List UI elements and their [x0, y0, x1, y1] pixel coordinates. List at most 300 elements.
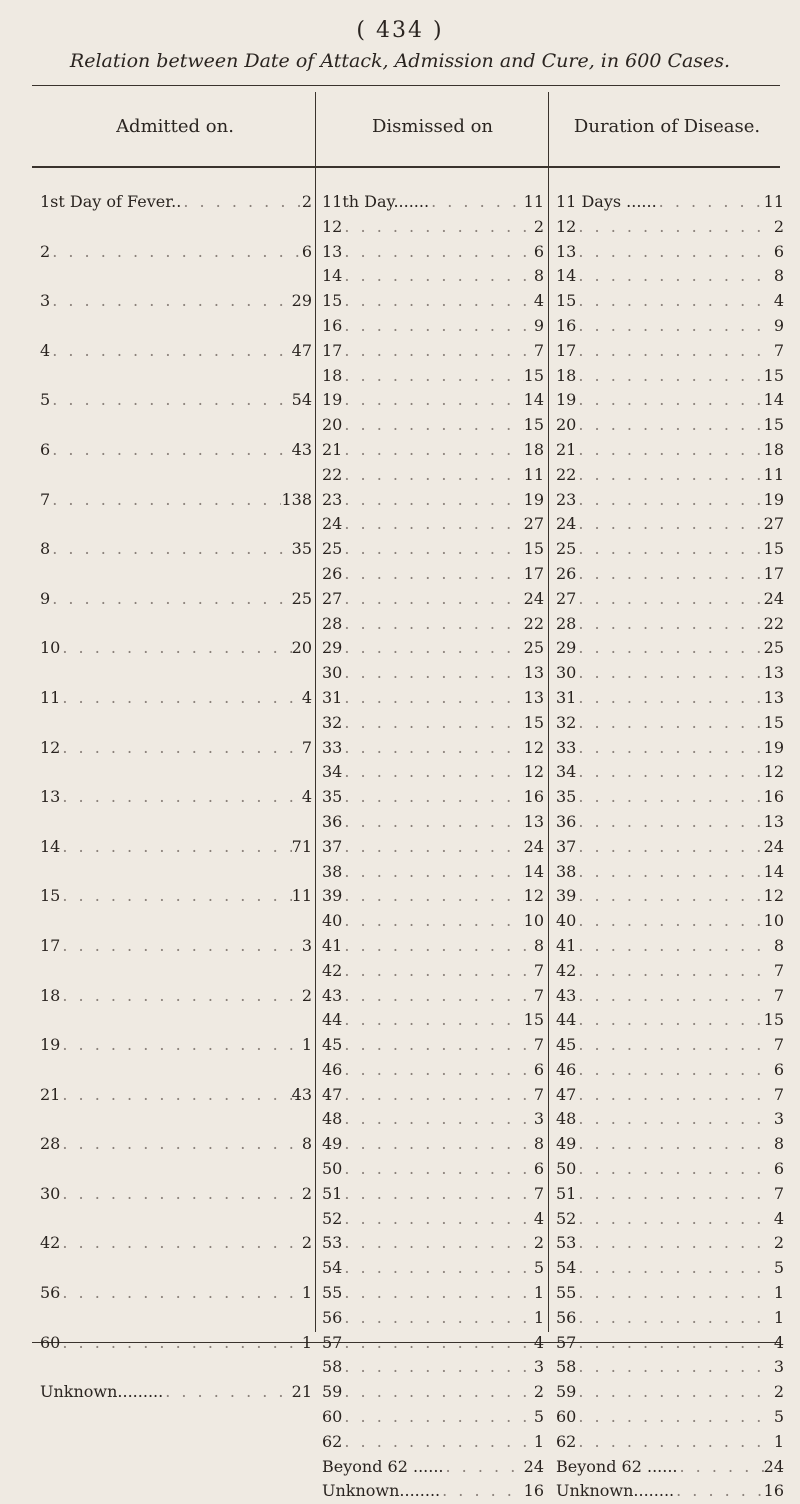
table-row: [556, 661, 784, 686]
row-label: 11 Days ......: [556, 192, 657, 211]
table-row: [556, 1306, 784, 1331]
row-label: 2: [40, 241, 51, 261]
row-value: 7: [773, 960, 784, 980]
row-label: 37: [322, 836, 343, 856]
dot-leader: [50, 240, 302, 290]
row-value: 21: [291, 1382, 312, 1402]
dot-leader: [342, 1132, 533, 1157]
row-value: 1: [533, 1307, 544, 1327]
table-row: [322, 1182, 544, 1207]
table-row: [556, 1107, 784, 1132]
table-row: [322, 760, 544, 785]
row-label: 62: [556, 1431, 577, 1451]
row-value: 1: [301, 1332, 312, 1352]
dot-leader: [342, 909, 523, 934]
row-label: 35: [556, 787, 577, 807]
dot-leader: [342, 785, 523, 810]
table-row: [322, 661, 544, 686]
table-row: [322, 413, 544, 438]
row-label: 48: [556, 1109, 577, 1129]
row-label: 39: [556, 886, 577, 906]
row-value: 6: [533, 241, 544, 261]
table-row: [40, 537, 312, 587]
dot-leader: [60, 736, 301, 786]
row-label: 14: [322, 266, 343, 286]
dot-leader: [60, 1231, 301, 1281]
row-label: 13: [556, 241, 577, 261]
row-value: 16: [763, 1481, 784, 1501]
table-row: [322, 1033, 544, 1058]
dot-leader: [576, 537, 763, 562]
table-row: [322, 1380, 544, 1405]
table-row: [322, 1355, 544, 1380]
row-label: 29: [322, 638, 343, 658]
dot-leader: [576, 512, 763, 537]
row-value: 1: [773, 1283, 784, 1303]
table-row: [40, 686, 312, 736]
row-label: 43: [556, 985, 577, 1005]
row-label: 44: [322, 1010, 343, 1030]
row-label: 17: [322, 340, 343, 360]
table-row: [556, 1132, 784, 1157]
dot-leader: [60, 934, 301, 984]
table-row: [322, 388, 544, 413]
row-label: 14: [556, 266, 577, 286]
table-row: [322, 1083, 544, 1108]
row-value: 5: [533, 1258, 544, 1278]
dot-leader: [163, 1380, 291, 1430]
row-label: 25: [556, 539, 577, 559]
table-row: [556, 562, 784, 587]
row-value: 17: [523, 563, 544, 583]
row-label: 38: [556, 861, 577, 881]
dot-leader: [576, 736, 763, 761]
row-label: 18: [40, 985, 61, 1005]
dot-leader: [342, 1405, 533, 1430]
row-label: 52: [322, 1208, 343, 1228]
dot-leader: [429, 190, 524, 215]
dot-leader: [342, 1207, 533, 1232]
row-value: 20: [291, 638, 312, 658]
row-label: 54: [556, 1258, 577, 1278]
row-value: 24: [523, 1456, 544, 1476]
row-label: 32: [322, 712, 343, 732]
row-value: 19: [763, 737, 784, 757]
table-row: [40, 636, 312, 686]
table-row: [556, 512, 784, 537]
table-row: [556, 636, 784, 661]
table-row: [40, 785, 312, 835]
row-value: 24: [523, 836, 544, 856]
header-admitted: Admitted on.: [116, 116, 234, 137]
header-dismissed: Dismissed on: [371, 116, 494, 137]
row-value: 13: [763, 811, 784, 831]
table-row: [40, 736, 312, 786]
table-row: [322, 512, 544, 537]
row-value: 25: [291, 588, 312, 608]
dot-leader: [576, 388, 763, 413]
row-value: 12: [523, 762, 544, 782]
dot-leader: [342, 1306, 533, 1331]
dot-leader: [576, 463, 763, 488]
row-label: 27: [322, 588, 343, 608]
row-label: 20: [322, 415, 343, 435]
dot-leader: [342, 562, 523, 587]
table-row: [322, 240, 544, 265]
dot-leader: [60, 686, 301, 736]
dot-leader: [60, 785, 301, 835]
row-label: 34: [556, 762, 577, 782]
row-value: 2: [773, 216, 784, 236]
row-value: 3: [533, 1109, 544, 1129]
dot-leader: [60, 884, 291, 934]
table-row: [40, 1281, 312, 1331]
row-value: 27: [763, 514, 784, 534]
row-label: 53: [322, 1233, 343, 1253]
row-label: 13: [40, 787, 61, 807]
dot-leader: [342, 959, 533, 984]
row-label: 33: [322, 737, 343, 757]
row-value: 9: [773, 315, 784, 335]
table-row: [556, 934, 784, 959]
table-row: [556, 1405, 784, 1430]
row-label: 22: [556, 464, 577, 484]
dot-leader: [576, 1405, 773, 1430]
row-value: 7: [773, 340, 784, 360]
table-row: [40, 190, 312, 240]
row-label: 30: [40, 1183, 61, 1203]
row-label: 51: [556, 1183, 577, 1203]
dot-leader: [576, 1331, 773, 1356]
row-label: 12: [556, 216, 577, 236]
row-label: 58: [322, 1357, 343, 1377]
dot-leader: [576, 1231, 773, 1256]
dot-leader: [342, 537, 523, 562]
row-value: 14: [523, 390, 544, 410]
table-row: [40, 934, 312, 984]
row-label: 1st Day of Fever..: [40, 192, 182, 211]
table-row: [556, 537, 784, 562]
row-label: 49: [556, 1134, 577, 1154]
row-value: 18: [763, 439, 784, 459]
dot-leader: [342, 1231, 533, 1256]
dot-leader: [674, 1479, 764, 1504]
dismissed-column: [322, 190, 544, 1504]
table-row: [556, 1008, 784, 1033]
row-value: 25: [523, 638, 544, 658]
row-value: 15: [523, 1010, 544, 1030]
row-value: 35: [291, 539, 312, 559]
table-row: [322, 587, 544, 612]
row-label: 31: [556, 687, 577, 707]
row-label: 42: [556, 960, 577, 980]
table-row: [40, 488, 312, 538]
dot-leader: [342, 488, 523, 513]
row-value: 11: [523, 464, 544, 484]
dot-leader: [60, 1331, 301, 1381]
table-row: [322, 364, 544, 389]
table-row: [322, 289, 544, 314]
dot-leader: [576, 314, 773, 339]
row-value: 15: [763, 1010, 784, 1030]
row-label: 21: [556, 439, 577, 459]
row-label: 29: [556, 638, 577, 658]
dot-leader: [342, 1355, 533, 1380]
dot-leader: [342, 934, 533, 959]
dot-leader: [576, 1380, 773, 1405]
row-value: 19: [523, 489, 544, 509]
row-value: 7: [773, 1035, 784, 1055]
table-row: [322, 984, 544, 1009]
table-row: [556, 860, 784, 885]
row-value: 14: [523, 861, 544, 881]
dot-leader: [576, 488, 763, 513]
row-value: 5: [773, 1407, 784, 1427]
row-value: 2: [301, 1183, 312, 1203]
page-number: ( 434 ): [356, 18, 444, 43]
row-label: 19: [40, 1035, 61, 1055]
dot-leader: [50, 438, 291, 488]
table-row: [556, 463, 784, 488]
row-value: 7: [533, 985, 544, 1005]
row-value: 7: [773, 1183, 784, 1203]
row-label: 7: [40, 489, 51, 509]
table-row: [322, 1455, 544, 1480]
dot-leader: [342, 1157, 533, 1182]
row-value: 7: [533, 1084, 544, 1104]
row-label: 45: [322, 1035, 343, 1055]
dot-leader: [576, 562, 763, 587]
dot-leader: [657, 190, 764, 215]
table-row: [556, 314, 784, 339]
row-label: 62: [322, 1431, 343, 1451]
table-row: [40, 1380, 312, 1430]
row-label: 45: [556, 1035, 577, 1055]
table-row: [556, 909, 784, 934]
row-label: Unknown........: [322, 1481, 441, 1501]
row-label: 5: [40, 390, 51, 410]
table-row: [40, 587, 312, 637]
dot-leader: [576, 1182, 773, 1207]
row-label: 50: [322, 1159, 343, 1179]
row-label: 36: [322, 811, 343, 831]
table-row: [556, 1355, 784, 1380]
dot-leader: [576, 636, 763, 661]
row-label: 43: [322, 985, 343, 1005]
table-row: [322, 934, 544, 959]
dot-leader: [342, 1281, 533, 1306]
dot-leader: [576, 1107, 773, 1132]
row-label: 28: [556, 613, 577, 633]
dot-leader: [342, 884, 523, 909]
row-value: 2: [533, 1233, 544, 1253]
table-row: [322, 1008, 544, 1033]
row-label: 12: [322, 216, 343, 236]
table-row: [556, 760, 784, 785]
dot-leader: [342, 1182, 533, 1207]
dot-leader: [342, 587, 523, 612]
dot-leader: [60, 984, 301, 1034]
table-row: [322, 736, 544, 761]
dot-leader: [576, 1281, 773, 1306]
dot-leader: [576, 1033, 773, 1058]
row-value: 27: [523, 514, 544, 534]
row-value: 24: [763, 1456, 784, 1476]
table-row: [322, 1256, 544, 1281]
dot-leader: [576, 587, 763, 612]
dot-leader: [342, 264, 533, 289]
table-row: [556, 1207, 784, 1232]
dot-leader: [576, 760, 763, 785]
row-value: 1: [533, 1431, 544, 1451]
table-row: [322, 190, 544, 215]
row-label: 51: [322, 1183, 343, 1203]
table-row: [40, 289, 312, 339]
table-row: [322, 1331, 544, 1356]
row-label: 15: [322, 291, 343, 311]
dot-leader: [576, 785, 763, 810]
row-value: 15: [763, 415, 784, 435]
row-value: 6: [773, 1159, 784, 1179]
row-value: 43: [291, 1084, 312, 1104]
dot-leader: [576, 810, 763, 835]
row-value: 8: [301, 1134, 312, 1154]
row-value: 7: [773, 985, 784, 1005]
row-value: 7: [533, 1183, 544, 1203]
row-value: 4: [301, 687, 312, 707]
row-value: 13: [763, 663, 784, 683]
row-value: 4: [533, 291, 544, 311]
dot-leader: [576, 1430, 773, 1455]
table-row: [322, 339, 544, 364]
dot-leader: [576, 612, 763, 637]
dot-leader: [60, 1182, 301, 1232]
table-row: [556, 190, 784, 215]
row-label: 35: [322, 787, 343, 807]
dot-leader: [576, 909, 763, 934]
table-row: [556, 1033, 784, 1058]
row-value: 4: [533, 1208, 544, 1228]
table-row: [40, 438, 312, 488]
row-label: 10: [40, 638, 61, 658]
table-row: [322, 835, 544, 860]
row-label: 58: [556, 1357, 577, 1377]
dot-leader: [342, 711, 523, 736]
row-label: 23: [322, 489, 343, 509]
row-value: 47: [291, 340, 312, 360]
dot-leader: [342, 1107, 533, 1132]
row-value: 4: [773, 1208, 784, 1228]
table-row: [40, 339, 312, 389]
row-label: 24: [322, 514, 343, 534]
row-value: 6: [301, 241, 312, 261]
dot-leader: [576, 364, 763, 389]
row-label: 46: [556, 1059, 577, 1079]
dot-leader: [342, 1008, 523, 1033]
row-value: 7: [533, 960, 544, 980]
dot-leader: [60, 1132, 301, 1182]
row-value: 9: [533, 315, 544, 335]
row-label: 30: [556, 663, 577, 683]
row-value: 7: [533, 1035, 544, 1055]
row-value: 6: [773, 1059, 784, 1079]
table-row: [556, 785, 784, 810]
row-value: 6: [773, 241, 784, 261]
row-label: Beyond 62 ......: [556, 1456, 678, 1476]
row-label: 24: [556, 514, 577, 534]
row-value: 22: [763, 613, 784, 633]
table-row: [40, 1231, 312, 1281]
row-value: 1: [533, 1283, 544, 1303]
dot-leader: [576, 711, 763, 736]
dot-leader: [342, 860, 523, 885]
dot-leader: [576, 1207, 773, 1232]
row-value: 29: [291, 291, 312, 311]
row-value: 7: [773, 1084, 784, 1104]
dot-leader: [576, 413, 763, 438]
dot-leader: [342, 438, 523, 463]
dot-leader: [342, 463, 523, 488]
dot-leader: [576, 339, 773, 364]
row-label: 47: [322, 1084, 343, 1104]
row-value: 15: [763, 539, 784, 559]
row-value: 54: [291, 390, 312, 410]
row-value: 25: [763, 638, 784, 658]
table-row: [556, 413, 784, 438]
dot-leader: [342, 314, 533, 339]
row-label: 56: [556, 1307, 577, 1327]
dot-leader: [342, 388, 523, 413]
row-label: 41: [322, 935, 343, 955]
dot-leader: [444, 1455, 524, 1480]
row-label: 31: [322, 687, 343, 707]
row-label: 27: [556, 588, 577, 608]
table-row: [556, 1058, 784, 1083]
dot-leader: [576, 1008, 763, 1033]
dot-leader: [678, 1455, 764, 1480]
table-row: [322, 1306, 544, 1331]
row-value: 3: [533, 1357, 544, 1377]
table-row: [556, 736, 784, 761]
dot-leader: [60, 1083, 291, 1133]
row-label: 56: [40, 1283, 61, 1303]
table-caption: Relation between Date of Attack, Admission and Cure, in 600 Cases.: [69, 50, 731, 72]
row-value: 15: [523, 365, 544, 385]
row-label: 46: [322, 1059, 343, 1079]
dot-leader: [181, 190, 302, 240]
table-row: [556, 711, 784, 736]
row-label: 17: [556, 340, 577, 360]
row-label: Unknown........: [556, 1481, 675, 1501]
row-value: 24: [763, 836, 784, 856]
row-label: Unknown.........: [40, 1382, 164, 1402]
row-value: 8: [533, 935, 544, 955]
row-value: 15: [523, 712, 544, 732]
table-row: [556, 1281, 784, 1306]
dot-leader: [50, 488, 281, 538]
row-value: 13: [523, 811, 544, 831]
row-label: 19: [556, 390, 577, 410]
table-row: [322, 686, 544, 711]
dot-leader: [342, 984, 533, 1009]
row-value: 8: [533, 1134, 544, 1154]
table-row: [322, 909, 544, 934]
row-value: 71: [291, 836, 312, 856]
row-label: 60: [40, 1332, 61, 1352]
dot-leader: [60, 636, 291, 686]
table-row: [40, 1331, 312, 1381]
row-label: 14: [40, 836, 61, 856]
